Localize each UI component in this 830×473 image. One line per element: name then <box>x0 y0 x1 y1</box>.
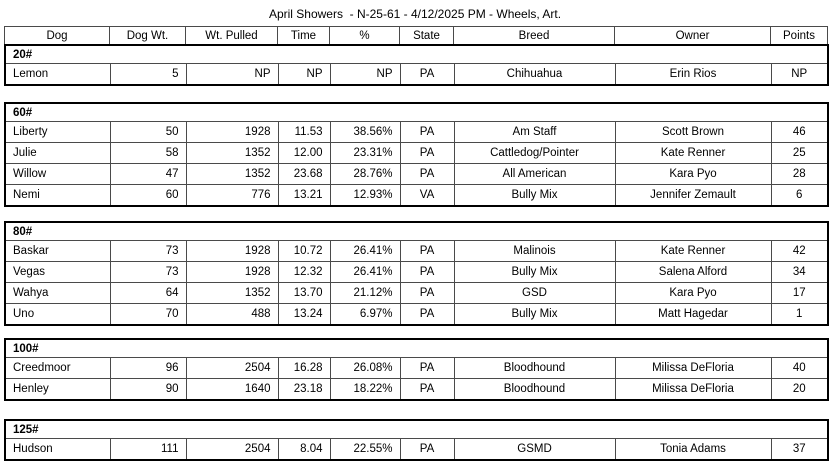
cell-dog-wt: 70 <box>110 304 186 326</box>
cell-time: 12.00 <box>278 143 330 164</box>
cell-time: 8.04 <box>278 439 330 461</box>
cell-wt-pulled: NP <box>186 64 278 86</box>
cell-wt-pulled: 2504 <box>186 358 278 379</box>
cell-owner: Milissa DeFloria <box>615 379 771 401</box>
cell-time: 16.28 <box>278 358 330 379</box>
cell-points: 6 <box>771 185 828 207</box>
cell-percent: 26.41% <box>330 262 400 283</box>
cell-dog: Creedmoor <box>5 358 110 379</box>
cell-percent: 12.93% <box>330 185 400 207</box>
cell-percent: 26.41% <box>330 241 400 262</box>
weight-class-label: 60# <box>5 103 828 122</box>
cell-percent: 22.55% <box>330 439 400 461</box>
cell-breed: Bully Mix <box>454 185 615 207</box>
cell-time: 12.32 <box>278 262 330 283</box>
cell-dog: Henley <box>5 379 110 401</box>
table-row <box>5 379 828 401</box>
cell-dog: Nemi <box>5 185 110 207</box>
cell-dog: Julie <box>5 143 110 164</box>
cell-dog-wt: 90 <box>110 379 186 401</box>
cell-owner: Matt Hagedar <box>615 304 771 326</box>
column-header-wt-pulled: Wt. Pulled <box>186 27 278 45</box>
cell-time: 13.24 <box>278 304 330 326</box>
cell-percent: 28.76% <box>330 164 400 185</box>
cell-state: PA <box>400 241 454 262</box>
cell-dog-wt: 60 <box>110 185 186 207</box>
cell-points: NP <box>771 64 828 86</box>
cell-dog-wt: 47 <box>110 164 186 185</box>
weight-class-label: 20# <box>5 45 828 64</box>
table-row <box>5 283 828 304</box>
page-title: April Showers - N-25-61 - 4/12/2025 PM - Wheels, Art. <box>268 7 562 21</box>
cell-owner: Kara Pyo <box>615 164 771 185</box>
cell-wt-pulled: 1928 <box>186 122 278 143</box>
weight-class-section-20 <box>4 44 829 86</box>
cell-time: 10.72 <box>278 241 330 262</box>
cell-time: 13.70 <box>278 283 330 304</box>
cell-owner: Salena Alford <box>615 262 771 283</box>
table-row <box>5 358 828 379</box>
cell-dog: Baskar <box>5 241 110 262</box>
cell-dog: Lemon <box>5 64 110 86</box>
cell-wt-pulled: 776 <box>186 185 278 207</box>
cell-percent: 6.97% <box>330 304 400 326</box>
cell-time: 23.68 <box>278 164 330 185</box>
cell-points: 17 <box>771 283 828 304</box>
cell-wt-pulled: 1352 <box>186 143 278 164</box>
cell-wt-pulled: 488 <box>186 304 278 326</box>
column-header-points: Points <box>771 27 828 45</box>
cell-percent: 18.22% <box>330 379 400 401</box>
weight-class-section-125 <box>4 419 829 461</box>
cell-time: NP <box>278 64 330 86</box>
column-header-dog-wt: Dog Wt. <box>110 27 186 45</box>
cell-state: PA <box>400 304 454 326</box>
cell-state: PA <box>400 122 454 143</box>
weight-class-header-row <box>5 222 828 241</box>
column-header-percent: % <box>330 27 400 45</box>
cell-points: 37 <box>771 439 828 461</box>
cell-percent: 23.31% <box>330 143 400 164</box>
cell-points: 25 <box>771 143 828 164</box>
cell-state: PA <box>400 379 454 401</box>
cell-dog: Hudson <box>5 439 110 461</box>
cell-points: 28 <box>771 164 828 185</box>
cell-points: 20 <box>771 379 828 401</box>
weight-class-section-80 <box>4 221 829 326</box>
cell-state: PA <box>400 64 454 86</box>
cell-dog: Vegas <box>5 262 110 283</box>
cell-points: 46 <box>771 122 828 143</box>
column-header-state: State <box>400 27 454 45</box>
cell-breed: Bully Mix <box>454 304 615 326</box>
cell-breed: Bloodhound <box>454 379 615 401</box>
weight-class-header-row <box>5 103 828 122</box>
cell-points: 34 <box>771 262 828 283</box>
cell-dog-wt: 73 <box>110 262 186 283</box>
cell-wt-pulled: 1352 <box>186 283 278 304</box>
cell-owner: Erin Rios <box>615 64 771 86</box>
table-row <box>5 304 828 326</box>
cell-time: 11.53 <box>278 122 330 143</box>
cell-wt-pulled: 1640 <box>186 379 278 401</box>
cell-breed: Malinois <box>454 241 615 262</box>
column-header-time: Time <box>278 27 330 45</box>
cell-breed: Bully Mix <box>454 262 615 283</box>
cell-owner: Milissa DeFloria <box>615 358 771 379</box>
cell-dog: Liberty <box>5 122 110 143</box>
cell-state: PA <box>400 358 454 379</box>
cell-wt-pulled: 1928 <box>186 241 278 262</box>
cell-wt-pulled: 1928 <box>186 262 278 283</box>
cell-state: PA <box>400 262 454 283</box>
cell-dog: Willow <box>5 164 110 185</box>
cell-percent: 26.08% <box>330 358 400 379</box>
table-row <box>5 143 828 164</box>
weight-class-section-60 <box>4 102 829 207</box>
cell-dog-wt: 58 <box>110 143 186 164</box>
cell-percent: NP <box>330 64 400 86</box>
cell-owner: Scott Brown <box>615 122 771 143</box>
cell-breed: Am Staff <box>454 122 615 143</box>
column-header-owner: Owner <box>615 27 771 45</box>
cell-state: PA <box>400 283 454 304</box>
cell-breed: Chihuahua <box>454 64 615 86</box>
cell-dog: Uno <box>5 304 110 326</box>
column-header-dog: Dog <box>5 27 110 45</box>
cell-dog-wt: 96 <box>110 358 186 379</box>
cell-owner: Jennifer Zemault <box>615 185 771 207</box>
cell-breed: Bloodhound <box>454 358 615 379</box>
cell-state: PA <box>400 143 454 164</box>
cell-dog-wt: 5 <box>110 64 186 86</box>
cell-state: PA <box>400 439 454 461</box>
weight-class-header-row <box>5 45 828 64</box>
cell-points: 40 <box>771 358 828 379</box>
cell-breed: GSD <box>454 283 615 304</box>
table-row <box>5 185 828 207</box>
weight-class-section-100 <box>4 338 829 401</box>
cell-time: 13.21 <box>278 185 330 207</box>
table-row <box>5 164 828 185</box>
cell-percent: 38.56% <box>330 122 400 143</box>
cell-dog: Wahya <box>5 283 110 304</box>
cell-owner: Kara Pyo <box>615 283 771 304</box>
cell-dog-wt: 64 <box>110 283 186 304</box>
cell-dog-wt: 50 <box>110 122 186 143</box>
cell-percent: 21.12% <box>330 283 400 304</box>
table-row <box>5 439 828 461</box>
table-row <box>5 122 828 143</box>
cell-state: VA <box>400 185 454 207</box>
column-header-breed: Breed <box>454 27 615 45</box>
table-row <box>5 64 828 86</box>
cell-wt-pulled: 2504 <box>186 439 278 461</box>
cell-points: 42 <box>771 241 828 262</box>
cell-owner: Tonia Adams <box>615 439 771 461</box>
table-row <box>5 241 828 262</box>
weight-class-sections <box>0 44 830 461</box>
cell-breed: Cattledog/Pointer <box>454 143 615 164</box>
cell-dog-wt: 111 <box>110 439 186 461</box>
weight-class-header-row <box>5 339 828 358</box>
weight-class-label: 125# <box>5 420 828 439</box>
cell-points: 1 <box>771 304 828 326</box>
column-header-row <box>4 26 828 44</box>
weight-class-header-row <box>5 420 828 439</box>
weight-class-label: 100# <box>5 339 828 358</box>
cell-dog-wt: 73 <box>110 241 186 262</box>
cell-breed: GSMD <box>454 439 615 461</box>
table-row <box>5 262 828 283</box>
cell-wt-pulled: 1352 <box>186 164 278 185</box>
cell-owner: Kate Renner <box>615 241 771 262</box>
weight-class-label: 80# <box>5 222 828 241</box>
cell-owner: Kate Renner <box>615 143 771 164</box>
cell-state: PA <box>400 164 454 185</box>
cell-breed: All American <box>454 164 615 185</box>
cell-time: 23.18 <box>278 379 330 401</box>
